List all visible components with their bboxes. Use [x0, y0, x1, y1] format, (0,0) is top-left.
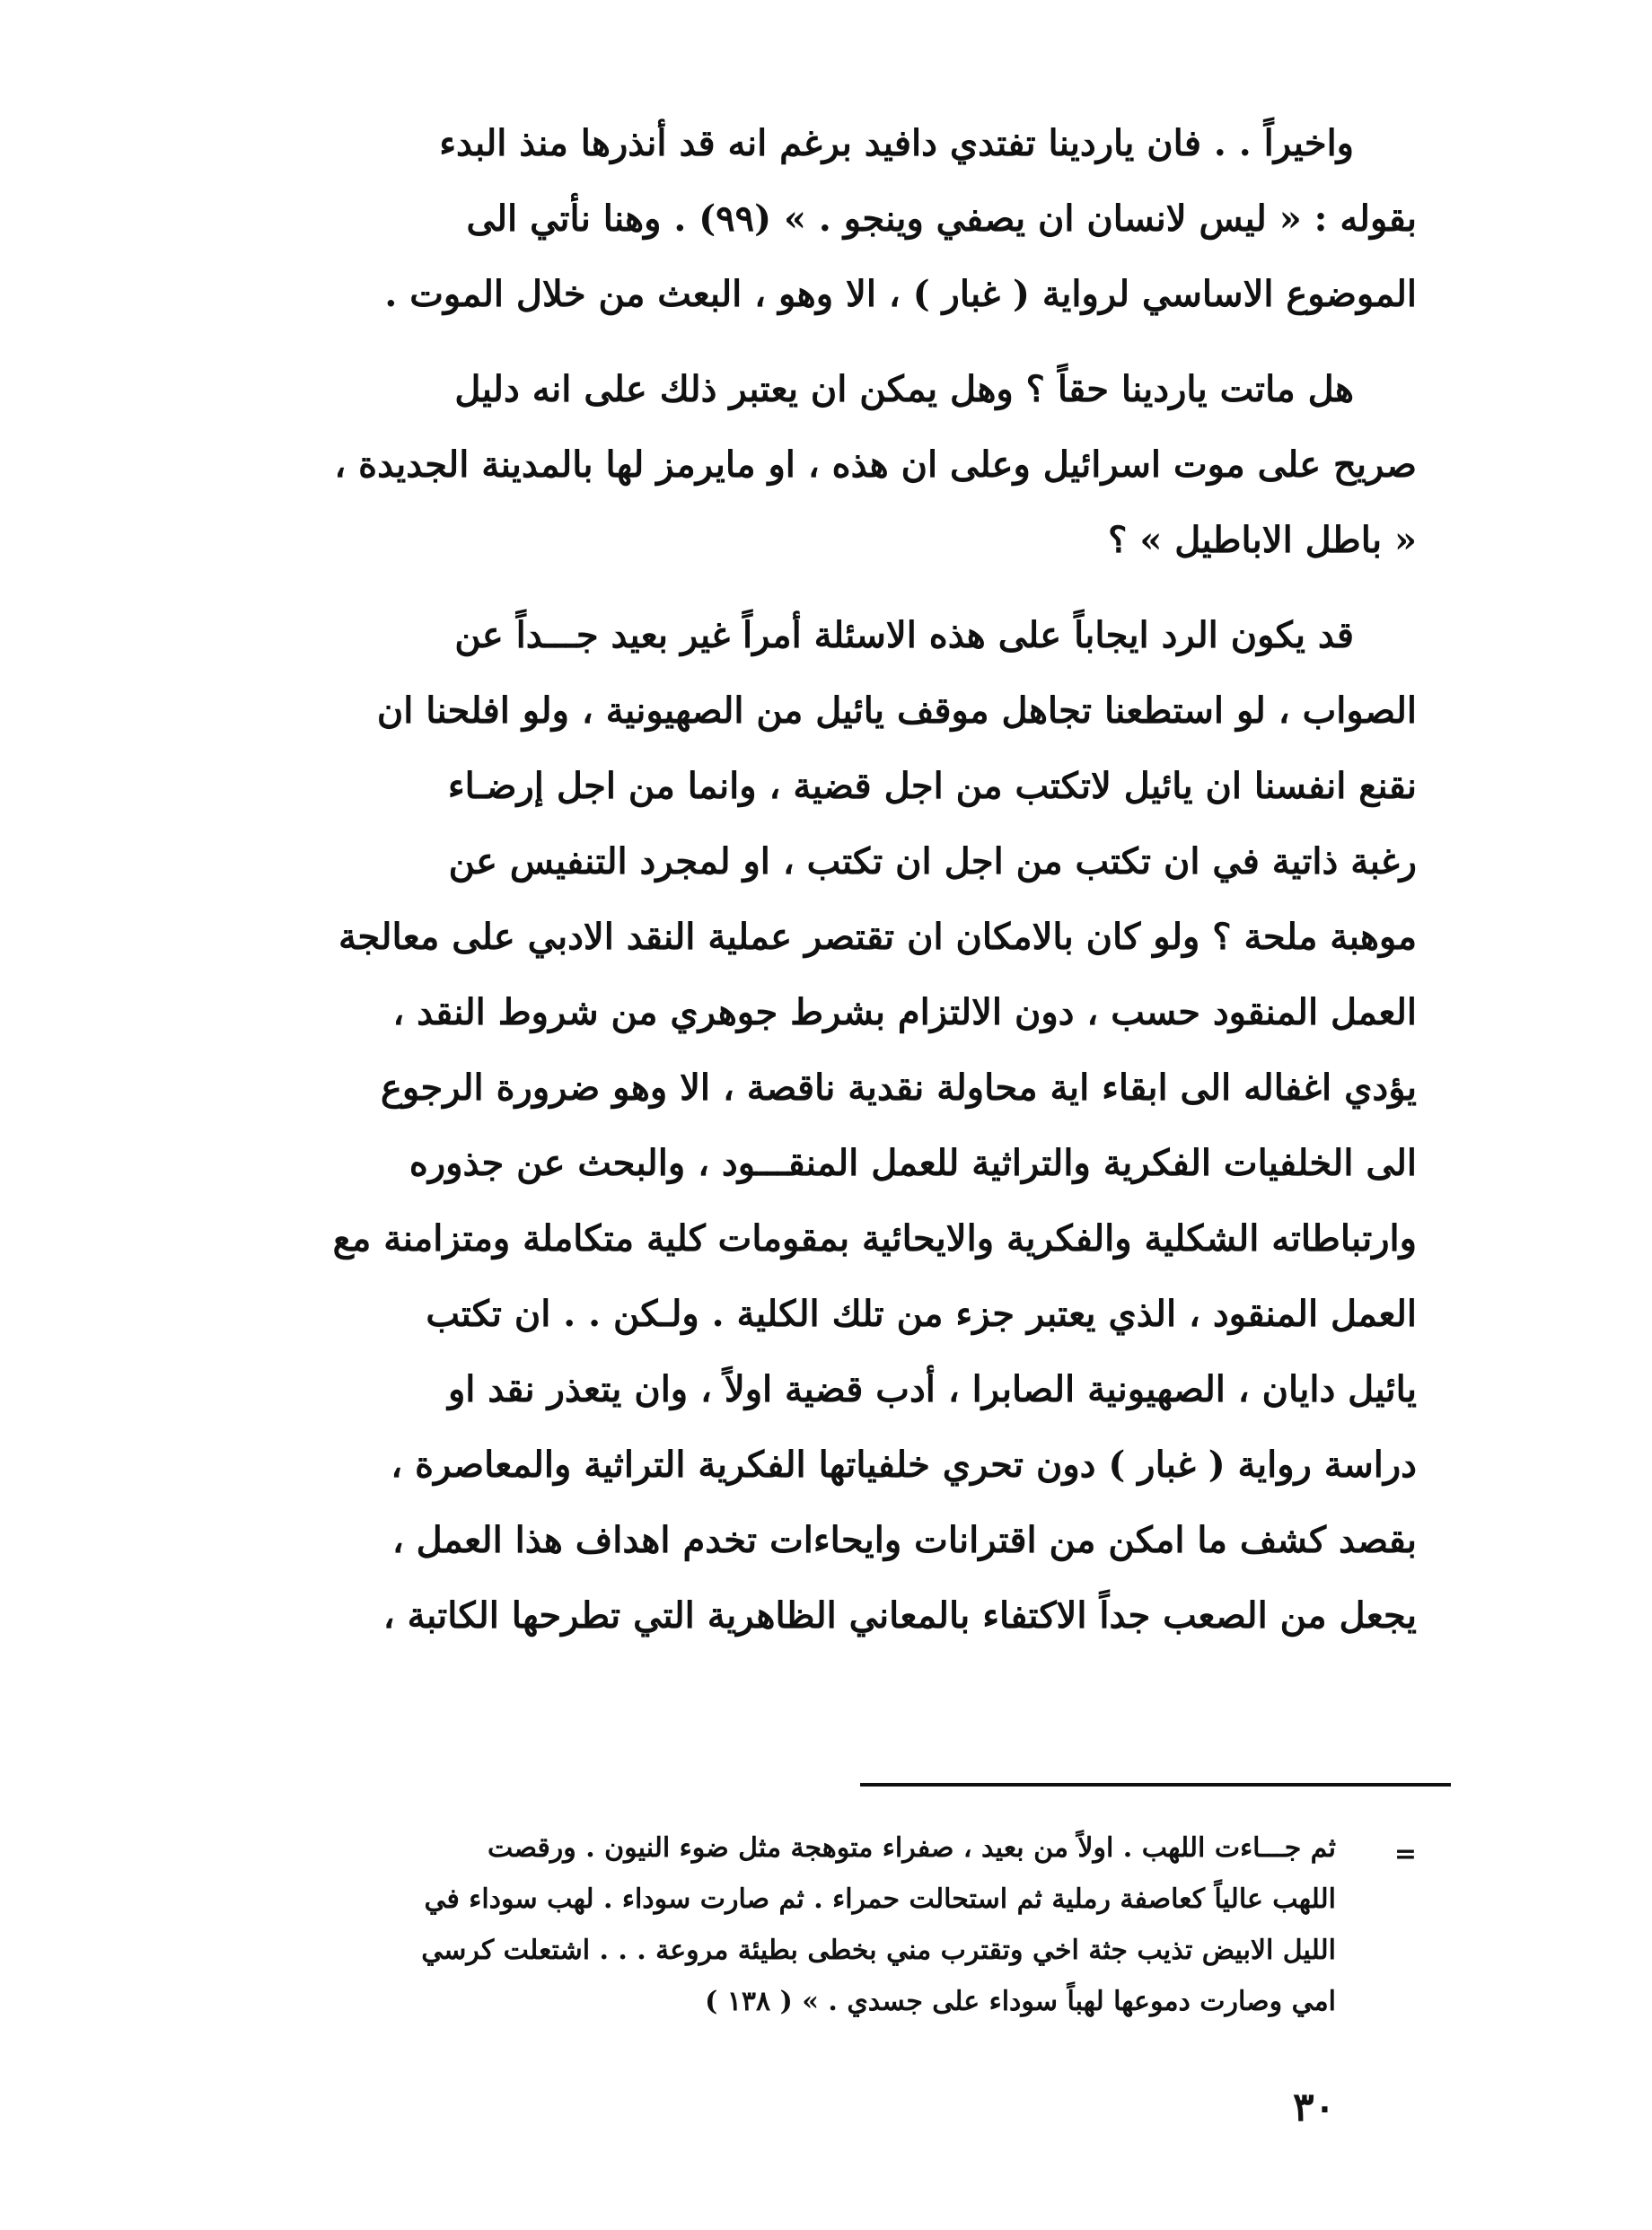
footnote-line: اللهب عالياً كعاصفة رملية ثم استحالت حمراء . ثم صارت سوداء . لهب سوداء في	[424, 1883, 1336, 1915]
text-line: واخيراً . . فان ياردينا تفتدي دافيد برغم انه قد أنذرها منذ البدء	[439, 122, 1354, 164]
footnote-text	[250, 1822, 1417, 2027]
paragraph	[239, 106, 1417, 332]
footnote-divider	[860, 1783, 1451, 1787]
footnote-marker: =	[1393, 1839, 1417, 1870]
text-line: قد يكون الرد ايجاباً على هذه الاسئلة أمراً غير بعيد جـــداً عن	[454, 614, 1354, 656]
text-line: الموضوع الاساسي لرواية ( غبار ) ، الا وهو ، البعث من خلال الموت .	[384, 273, 1417, 315]
text-line: العمل المنقود ، الذي يعتبر جزء من تلك الكلية . ولـكن . . ان تكتب	[426, 1293, 1417, 1335]
text-line: وارتباطاته الشكلية والفكرية والايحائية بمقومات كلية متكاملة ومتزامنة مع	[332, 1217, 1417, 1260]
text-line: الى الخلفيات الفكرية والتراثية للعمل المنقـــود ، والبحث عن جذوره	[409, 1142, 1417, 1184]
text-line: صريح على موت اسرائيل وعلى ان هذه ، او مايرمز لها بالمدينة الجديدة ،	[334, 443, 1417, 486]
text-line: بقصد كشف ما امكن من اقترانات وايحاءات تخدم اهداف هذا العمل ،	[391, 1519, 1417, 1561]
footnote-line: امي وصارت دموعها لهباً سوداء على جسدي . » ( ١٣٨ )	[705, 1986, 1336, 2017]
paragraph	[239, 598, 1417, 1654]
footnote	[250, 1822, 1417, 2027]
paragraph	[239, 352, 1417, 578]
text-line: بقوله : « ليس لانسان ان يصفي وينجو . » (٩٩) . وهنا نأتي الى	[466, 198, 1417, 240]
text-line: موهبة ملحة ؟ ولو كان بالامكان ان تقتصر عملية النقد الادبي على معالجة	[338, 916, 1417, 958]
footnote-line: الليل الابيض تذيب جثة اخي وتقترب مني بخطى بطيئة مروعة . . . اشتعلت كرسي	[421, 1935, 1336, 1966]
text-line: رغبة ذاتية في ان تكتب من اجل ان تكتب ، او لمجرد التنفيس عن	[448, 840, 1417, 882]
text-line: يجعل من الصعب جداً الاكتفاء بالمعاني الظاهرية التي تطرحها الكاتبة ،	[382, 1594, 1417, 1637]
text-line: دراسة رواية ( غبار ) دون تحري خلفياتها الفكرية التراثية والمعاصرة ،	[391, 1444, 1417, 1486]
text-line: نقنع انفسنا ان يائيل لاتكتب من اجل قضية ، وانما من اجل إرضـاء	[447, 765, 1417, 807]
text-line: الصواب ، لو استطعنا تجاهل موقف يائيل من الصهيونية ، ولو افلحنا ان	[376, 689, 1417, 732]
text-line: العمل المنقود حسب ، دون الالتزام بشرط جوهري من شروط النقد ،	[392, 991, 1417, 1033]
footnote-line: ثم جـــاءت اللهب . اولاً من بعيد ، صفراء متوهجة مثل ضوء النيون . ورقصت	[487, 1832, 1336, 1864]
text-line: هل ماتت ياردينا حقاً ؟ وهل يمكن ان يعتبر ذلك على انه دليل	[454, 368, 1354, 410]
text-line: يائيل دايان ، الصهيونية الصابرا ، أدب قضية اولاً ، وان يتعذر نقد او	[447, 1368, 1417, 1410]
text-line: يؤدي اغفاله الى ابقاء اية محاولة نقدية ناقصة ، الا وهو ضرورة الرجوع	[381, 1067, 1417, 1109]
page-number: ٣٠	[1293, 2085, 1336, 2130]
text-line: « باطل الاباطيل » ؟	[1108, 519, 1417, 561]
body-text	[239, 106, 1417, 1673]
